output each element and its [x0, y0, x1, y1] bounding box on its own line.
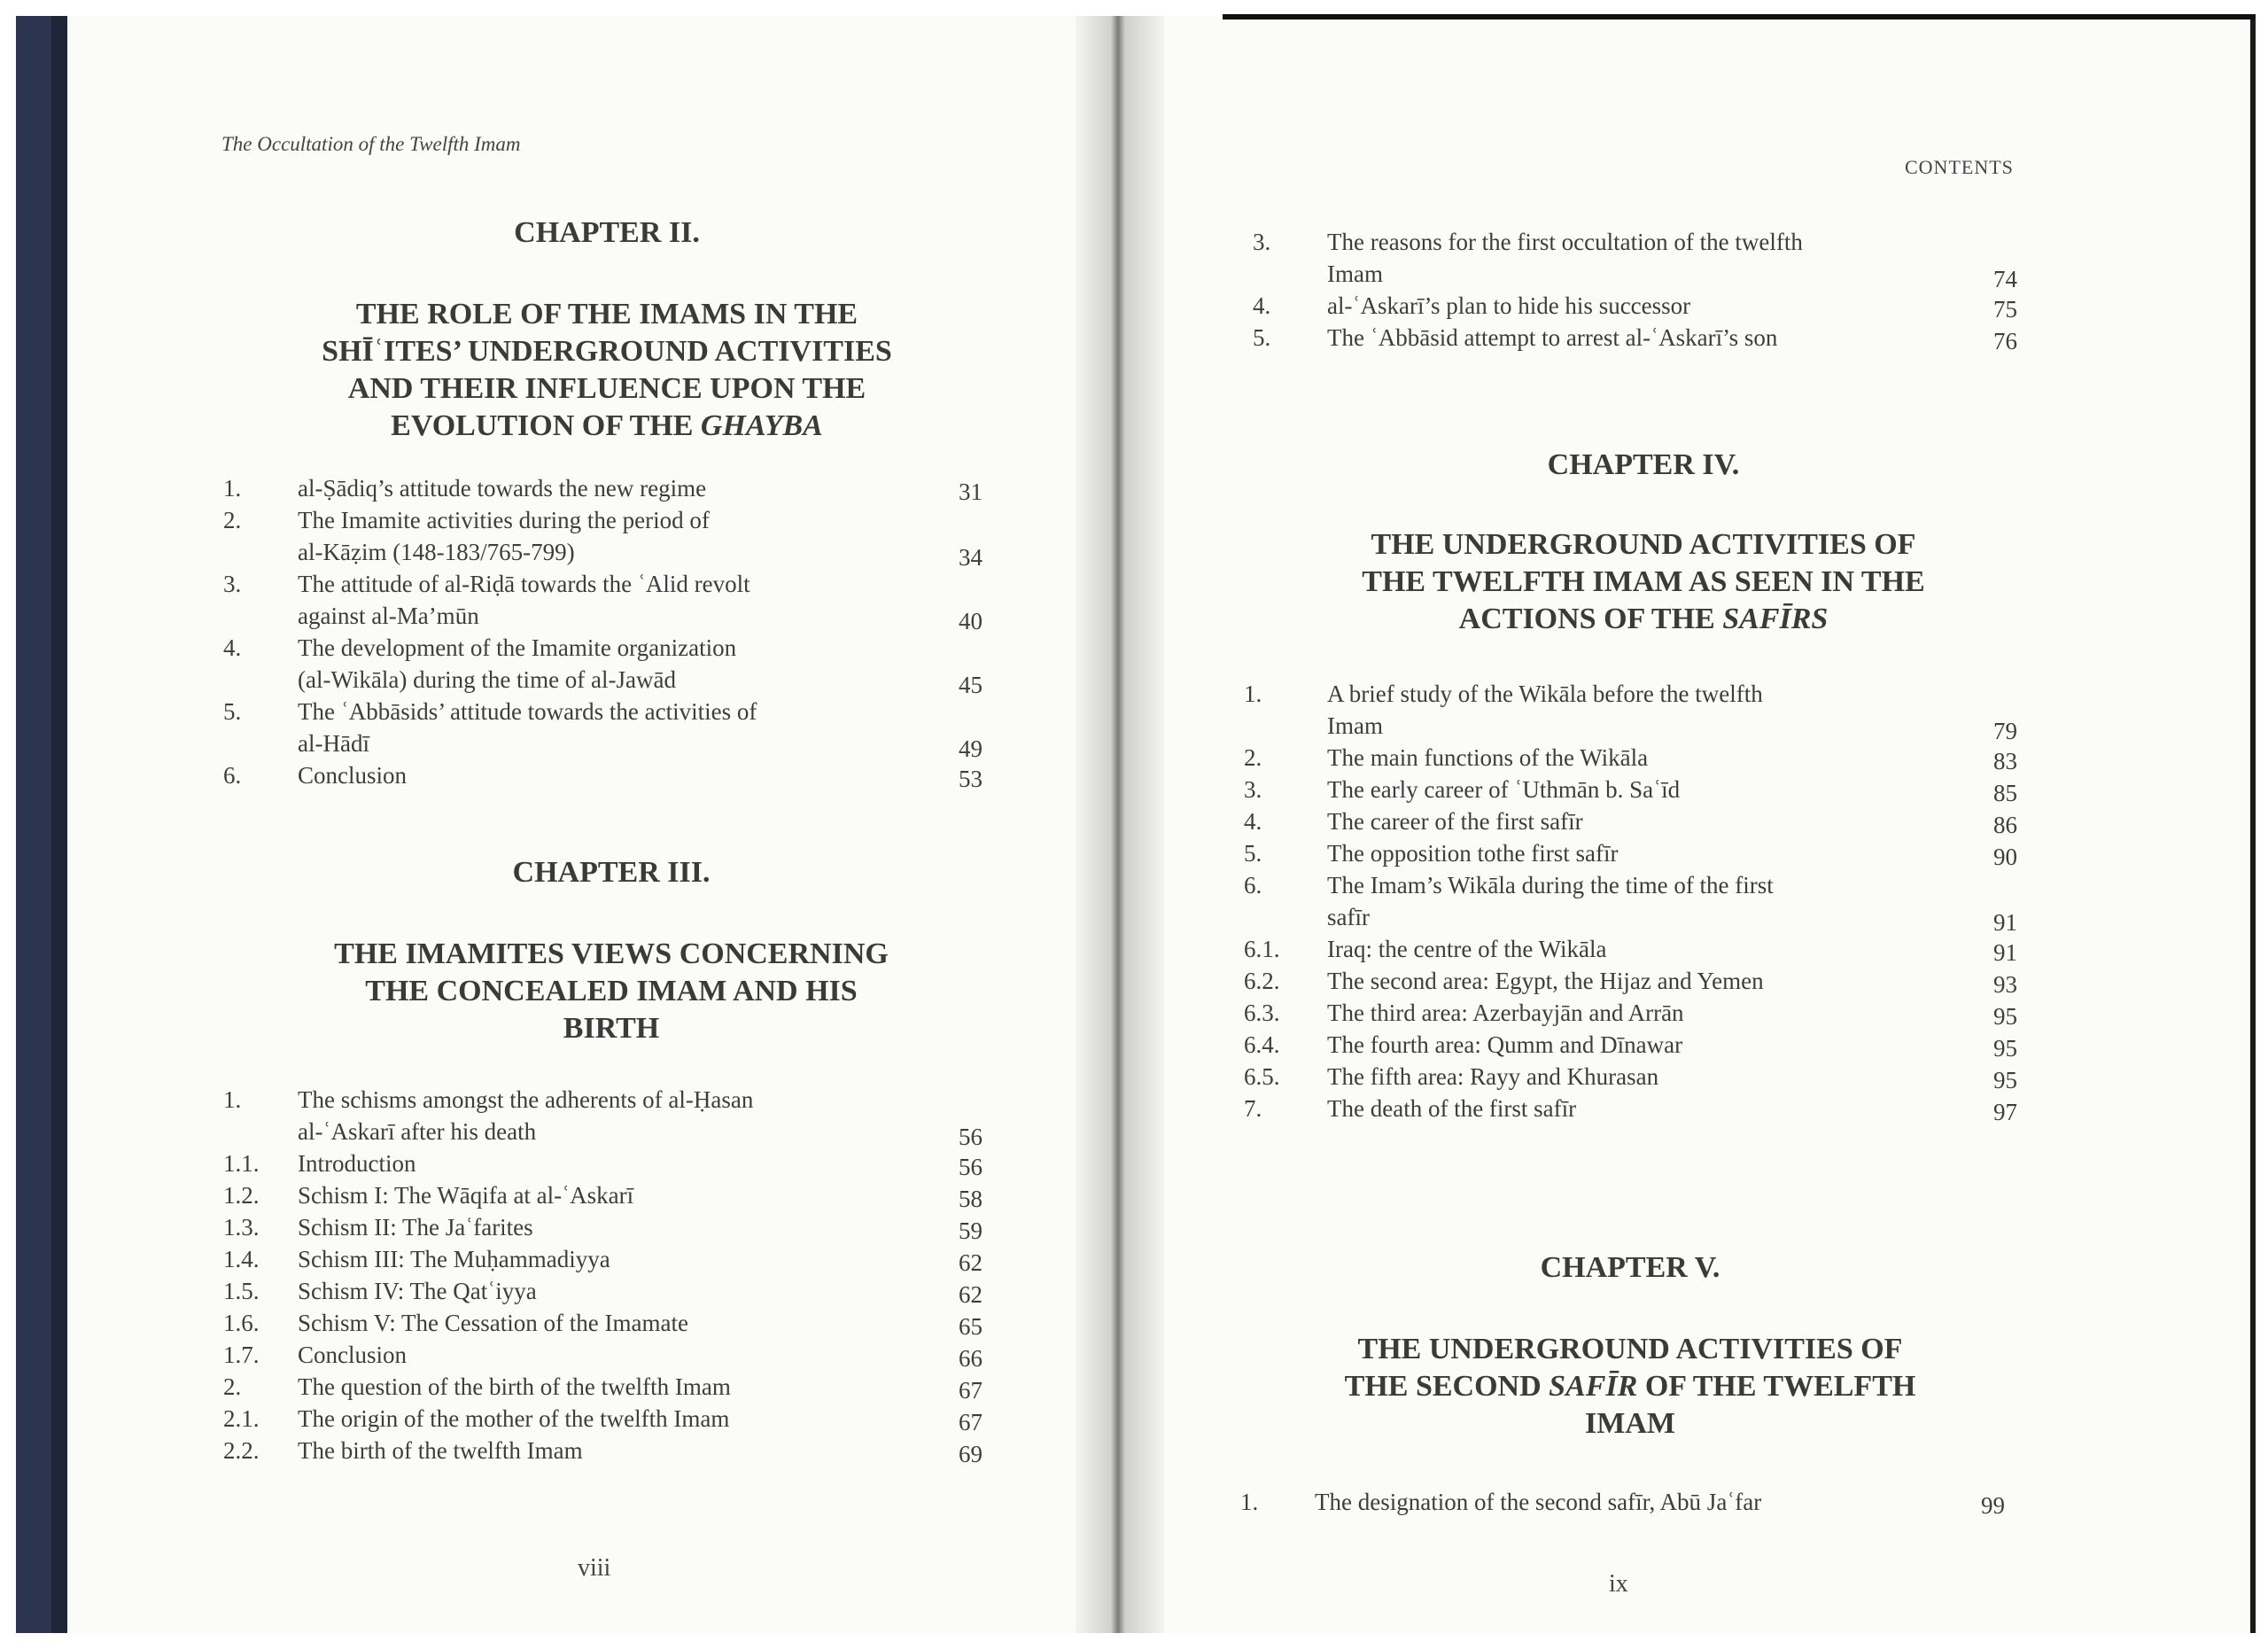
toc-entry-title: against al-Ma’mūn	[298, 603, 479, 629]
toc-entry-number: 2.	[223, 507, 242, 533]
toc-entry-title: The ʿAbbāsid attempt to arrest al-ʿAskarī’s son	[1327, 324, 1778, 351]
toc-entry-line	[1244, 1063, 2023, 1095]
toc-entry-title: The reasons for the first occultation of the twelfth	[1327, 229, 1803, 255]
toc-entry-number: 6.4.	[1244, 1031, 1280, 1058]
toc-entry-number: 5.	[223, 698, 242, 725]
toc-entry-line	[223, 666, 1003, 698]
toc-entry-line	[223, 571, 1003, 603]
toc-entry-title: al-ʿAskarī after his death	[298, 1118, 537, 1145]
toc-entry-title: The opposition tothe first safīr	[1327, 840, 1619, 867]
toc-entry-page: 85	[1993, 780, 2017, 806]
title-line	[1293, 601, 1993, 638]
toc-entry-number: 2.2.	[223, 1437, 260, 1464]
title-italic: SAFĪRS	[1722, 603, 1829, 635]
toc-entry-number: 7.	[1244, 1095, 1262, 1122]
title-text: THE SECOND	[1344, 1370, 1550, 1403]
title-line: THE ROLE OF THE IMAMS IN THE	[355, 298, 858, 331]
toc-entry-title: Schism I: The Wāqifa at al-ʿAskarī	[298, 1182, 634, 1209]
toc-entry-page: 95	[1993, 1067, 2017, 1093]
toc-entry-title: Conclusion	[298, 762, 408, 789]
toc-entry-line	[223, 475, 1003, 507]
toc-entry-number: 2.	[223, 1373, 242, 1400]
toc-entry-page: 95	[1993, 1003, 2017, 1030]
toc-entry-title: The career of the first safīr	[1327, 808, 1583, 835]
toc-entry-line	[223, 1405, 1003, 1437]
toc-entry-page: 86	[1993, 812, 2017, 838]
toc-entry-number: 1.2.	[223, 1182, 260, 1209]
toc-entry-number: 5.	[1244, 840, 1262, 867]
toc-entry-number: 6.	[1244, 872, 1262, 898]
toc-entry-number: 3.	[1244, 776, 1262, 803]
toc-entry-page: 99	[1981, 1492, 2005, 1519]
title-line: AND THEIR INFLUENCE UPON THE	[347, 372, 866, 405]
toc-entry-title: The early career of ʿUthmān b. Saʿīd	[1327, 776, 1681, 803]
toc-entry-line	[223, 1118, 1003, 1150]
toc-entry-number: 1.3.	[223, 1214, 260, 1241]
toc-entry-line	[223, 539, 1003, 571]
toc-entry-number: 4.	[223, 634, 242, 661]
toc-entry-title: al-ʿAskarī’s plan to hide his successor	[1327, 292, 1691, 319]
toc-entry-line	[223, 634, 1003, 666]
chapter-5-title	[1276, 1331, 1984, 1443]
title-line	[266, 408, 948, 445]
title-line: BIRTH	[563, 1012, 660, 1045]
toc-entry-number: 1.6.	[223, 1310, 260, 1336]
toc-entry-title: The Imamite activities during the period of	[298, 507, 710, 533]
toc-entry-page: 97	[1993, 1099, 2017, 1125]
toc-entry-title: The development of the Imamite organization	[298, 634, 737, 661]
toc-entry-line	[1244, 681, 2023, 712]
toc-entry-title: al-Ṣādiq’s attitude towards the new regime	[298, 475, 707, 502]
page-number-right: ix	[1609, 1570, 1628, 1598]
toc-entry-title: Iraq: the centre of the Wikāla	[1327, 936, 1607, 962]
chapter-3-title	[266, 936, 957, 1047]
right-page-edge	[2250, 16, 2256, 1633]
toc-entry-line	[223, 730, 1003, 762]
toc-entry-line	[223, 762, 1003, 794]
toc-entry-line	[1244, 1000, 2023, 1031]
toc-entry-page: 67	[959, 1409, 983, 1435]
toc-entry-page: 62	[959, 1249, 983, 1276]
toc-entry-page: 75	[1993, 296, 2017, 323]
toc-entry-title: Schism V: The Cessation of the Imamate	[298, 1310, 688, 1336]
toc-entry-page: 62	[959, 1281, 983, 1308]
toc-entry-line	[1244, 840, 2023, 872]
toc-entry-line	[1240, 1489, 2020, 1521]
toc-entry-number: 1.	[1240, 1489, 1259, 1515]
toc-entry-page: 49	[959, 735, 983, 762]
toc-entry-number: 1.1.	[223, 1150, 260, 1177]
chapter-2-title	[266, 296, 948, 445]
chapter-4-title	[1293, 526, 1993, 638]
toc-entry-line	[223, 1214, 1003, 1246]
toc-entry-page: 58	[959, 1186, 983, 1212]
toc-entry-title: The question of the birth of the twelfth Imam	[298, 1373, 731, 1400]
toc-entry-line	[1244, 872, 2023, 904]
title-line: SHĪʿITES’ UNDERGROUND ACTIVITIES	[322, 335, 892, 368]
toc-entry-title: The origin of the mother of the twelfth Imam	[298, 1405, 730, 1432]
toc-entry-line	[223, 1373, 1003, 1405]
toc-entry-line	[223, 698, 1003, 730]
toc-entry-line	[1253, 229, 2032, 261]
toc-entry-title: The second area: Egypt, the Hijaz and Yemen	[1327, 968, 1764, 994]
toc-entry-title: (al-Wikāla) during the time of al-Jawād	[298, 666, 676, 693]
toc-entry-page: 79	[1993, 718, 2017, 744]
chapter-3-label: CHAPTER III.	[512, 856, 711, 889]
toc-entry-title: The fifth area: Rayy and Khurasan	[1327, 1063, 1659, 1090]
page-number-left: viii	[578, 1554, 611, 1582]
toc-entry-title: Schism III: The Muḥammadiyya	[298, 1246, 610, 1272]
toc-entry-title: The ʿAbbāsids’ attitude towards the activities of	[298, 698, 757, 725]
toc-entry-line	[223, 507, 1003, 539]
toc-entry-number: 2.	[1244, 744, 1262, 771]
toc-entry-line	[223, 1246, 1003, 1278]
toc-entry-line	[1244, 1095, 2023, 1127]
toc-entry-title: The death of the first safīr	[1327, 1095, 1577, 1122]
toc-entry-title: The main functions of the Wikāla	[1327, 744, 1649, 771]
toc-entry-title: A brief study of the Wikāla before the twelfth	[1327, 681, 1763, 707]
toc-entry-page: 34	[959, 544, 983, 571]
title-line: THE TWELFTH IMAM AS SEEN IN THE	[1362, 565, 1925, 598]
toc-entry-page: 56	[959, 1124, 983, 1150]
toc-entry-line	[1244, 904, 2023, 936]
toc-entry-line	[223, 1086, 1003, 1118]
toc-entry-number: 2.1.	[223, 1405, 260, 1432]
toc-entry-title: Introduction	[298, 1150, 416, 1177]
toc-entry-page: 65	[959, 1313, 983, 1340]
title-line: THE UNDERGROUND ACTIVITIES OF	[1357, 1333, 1903, 1365]
toc-entry-line	[1244, 968, 2023, 1000]
toc-entry-number: 1.	[1244, 681, 1262, 707]
right-page-top-edge	[1223, 14, 2256, 19]
toc-entry-page: 53	[959, 766, 983, 792]
toc-entry-title: Imam	[1327, 261, 1383, 287]
toc-entry-page: 91	[1993, 939, 2017, 966]
title-line: IMAM	[1585, 1407, 1675, 1440]
toc-entry-title: Conclusion	[298, 1342, 408, 1368]
toc-entry-title: The schisms amongst the adherents of al-Ḥasan	[298, 1086, 754, 1113]
toc-entry-line	[223, 1310, 1003, 1342]
toc-entry-line	[1253, 261, 2032, 292]
running-head-contents: CONTENTS	[1905, 156, 2014, 178]
chapter-4-label: CHAPTER IV.	[1547, 448, 1740, 481]
toc-entry-page: 76	[1993, 328, 2017, 354]
book-gutter	[1076, 16, 1164, 1633]
toc-entry-page: 66	[959, 1345, 983, 1372]
toc-entry-page: 45	[959, 672, 983, 698]
toc-entry-title: al-Hādī	[298, 730, 369, 757]
toc-entry-number: 3.	[1253, 229, 1271, 255]
title-italic: GHAYBA	[700, 409, 823, 442]
toc-entry-number: 6.2.	[1244, 968, 1280, 994]
toc-entry-title: The third area: Azerbayjān and Arrān	[1327, 1000, 1684, 1026]
toc-entry-number: 4.	[1253, 292, 1271, 319]
toc-entry-number: 6.1.	[1244, 936, 1280, 962]
toc-entry-page: 40	[959, 608, 983, 634]
title-line: THE UNDERGROUND ACTIVITIES OF	[1371, 528, 1916, 561]
toc-entry-page: 31	[959, 478, 983, 505]
toc-entry-line	[223, 1182, 1003, 1214]
chapter-5-label: CHAPTER V.	[1540, 1251, 1720, 1284]
toc-entry-page: 95	[1993, 1035, 2017, 1062]
toc-entry-page: 69	[959, 1441, 983, 1467]
toc-entry-number: 1.7.	[223, 1342, 260, 1368]
toc-entry-title: The attitude of al-Riḍā towards the ʿAlid revolt	[298, 571, 750, 597]
toc-entry-number: 3.	[223, 571, 242, 597]
book-spine	[16, 16, 67, 1633]
toc-entry-number: 6.3.	[1244, 1000, 1280, 1026]
toc-entry-line	[223, 1342, 1003, 1373]
toc-entry-line	[1244, 808, 2023, 840]
toc-entry-page: 74	[1993, 266, 2017, 292]
toc-entry-number: 6.	[223, 762, 242, 789]
toc-entry-number: 1.	[223, 475, 242, 502]
toc-entry-title: Schism IV: The Qatʿiyya	[298, 1278, 537, 1304]
toc-entry-line	[1244, 712, 2023, 744]
running-head: The Occultation of the Twelfth Imam	[221, 133, 521, 155]
toc-entry-line	[1244, 744, 2023, 776]
toc-entry-page: 56	[959, 1154, 983, 1180]
toc-entry-number: 1.	[223, 1086, 242, 1113]
toc-entry-title: Imam	[1327, 712, 1383, 739]
toc-entry-page: 93	[1993, 971, 2017, 998]
toc-entry-line	[223, 1437, 1003, 1469]
toc-entry-title: al-Kāẓim (148-183/765-799)	[298, 539, 575, 565]
toc-entry-page: 59	[959, 1217, 983, 1244]
toc-entry-title: Schism II: The Jaʿfarites	[298, 1214, 533, 1241]
toc-entry-line	[1244, 1031, 2023, 1063]
toc-entry-page: 90	[1993, 844, 2017, 870]
toc-entry-page: 91	[1993, 909, 2017, 936]
toc-entry-number: 5.	[1253, 324, 1271, 351]
title-text: ACTIONS OF THE	[1458, 603, 1723, 635]
toc-entry-line	[223, 1278, 1003, 1310]
chapter-2-label: CHAPTER II.	[514, 216, 700, 249]
toc-entry-number: 6.5.	[1244, 1063, 1280, 1090]
toc-entry-page: 83	[1993, 748, 2017, 774]
toc-entry-page: 67	[959, 1377, 983, 1404]
toc-entry-line	[1244, 936, 2023, 968]
toc-entry-title: safīr	[1327, 904, 1370, 930]
title-italic: SAFĪR	[1549, 1370, 1638, 1403]
toc-entry-title: The designation of the second safīr, Abū Jaʿfar	[1315, 1489, 1762, 1515]
title-text: EVOLUTION OF THE	[391, 409, 701, 442]
toc-entry-title: The birth of the twelfth Imam	[298, 1437, 583, 1464]
toc-entry-line	[223, 603, 1003, 634]
toc-entry-line	[1253, 324, 2032, 356]
toc-entry-number: 4.	[1244, 808, 1262, 835]
toc-entry-title: The Imam’s Wikāla during the time of the first	[1327, 872, 1774, 898]
toc-entry-number: 1.4.	[223, 1246, 260, 1272]
toc-entry-line	[1253, 292, 2032, 324]
toc-entry-number: 1.5.	[223, 1278, 260, 1304]
toc-entry-line	[223, 1150, 1003, 1182]
title-line: THE IMAMITES VIEWS CONCERNING	[334, 937, 889, 970]
toc-entry-line	[1244, 776, 2023, 808]
title-line	[1276, 1368, 1984, 1405]
toc-entry-title: The fourth area: Qumm and Dīnawar	[1327, 1031, 1683, 1058]
title-line: THE CONCEALED IMAM AND HIS	[365, 975, 858, 1007]
title-text: OF THE TWELFTH	[1637, 1370, 1916, 1403]
